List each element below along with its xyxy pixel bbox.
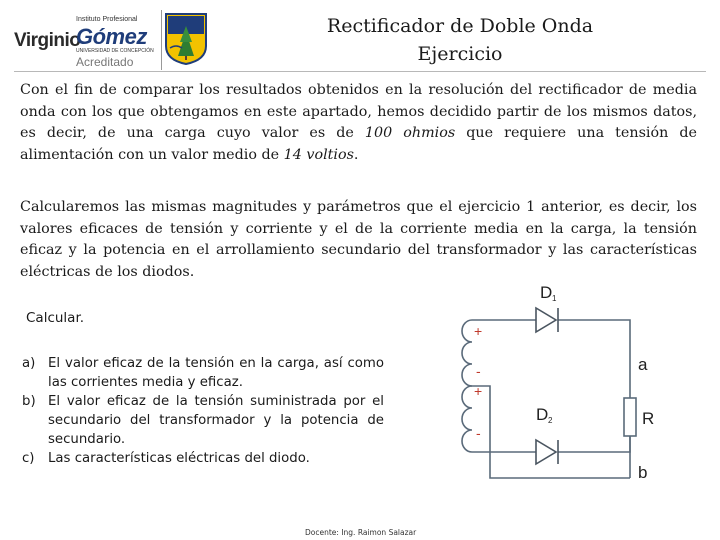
logo-brand-first: Virginio bbox=[14, 30, 81, 51]
task-item-c bbox=[22, 449, 384, 468]
rectifier-circuit-diagram bbox=[448, 278, 688, 488]
task-marker-a: a) bbox=[22, 356, 36, 371]
task-marker-b: b) bbox=[22, 394, 36, 409]
resistor-body bbox=[624, 398, 636, 436]
d2-subscript: 2 bbox=[548, 416, 553, 425]
node-b-label: b bbox=[638, 463, 648, 482]
node-a-label: a bbox=[638, 355, 648, 374]
logo-university-label: UNIVERSIDAD DE CONCEPCIÓN bbox=[76, 48, 154, 54]
diode-d2 bbox=[536, 440, 558, 464]
task-text-c: Las características eléctricas del diodo. bbox=[48, 451, 310, 466]
wire-center-tap bbox=[472, 386, 630, 478]
logo-accredited-label: Acreditado bbox=[76, 55, 134, 69]
logo-divider bbox=[161, 10, 162, 70]
wire-d1-out bbox=[558, 320, 630, 398]
intro-text-1: Con el fin de comparar los resultados obtenidos en la resolución del rectificador de media onda con los que obtengamos en este apartado, hemos decidido partir de los mismos datos, es decir, de una carga cuyo valor es de bbox=[20, 82, 697, 141]
upper-plus-sign: + bbox=[474, 323, 483, 339]
task-marker-c: c) bbox=[22, 451, 35, 466]
task-item-b bbox=[22, 392, 384, 449]
logo-brand-last: Gómez bbox=[76, 24, 147, 49]
footer-author: Docente: Ing. Raimon Salazar bbox=[305, 528, 417, 537]
lower-plus-sign: + bbox=[474, 383, 483, 399]
upper-coil bbox=[462, 320, 472, 386]
title-line-2: Ejercicio bbox=[417, 43, 503, 65]
method-paragraph: Calcularemos las mismas magnitudes y parámetros que el ejercicio 1 anterior, es decir, los valores eficaces de tensión y corriente y el de la corriente media en la carga, la tensión eficaz y la potencia en el arrollamiento secundario del transformador y las características eléctricas de los diodos. bbox=[20, 199, 697, 280]
wire-d2-out bbox=[558, 398, 630, 452]
d1-subscript: 1 bbox=[552, 294, 557, 303]
upper-minus-sign: - bbox=[476, 363, 481, 379]
institution-logo bbox=[14, 10, 210, 70]
calcular-heading: Calcular. bbox=[26, 310, 85, 326]
load-value: 100 ohmios bbox=[364, 125, 456, 141]
intro-paragraph bbox=[20, 80, 697, 166]
task-text-b: El valor eficaz de la tensión suministrada por el secundario del transformador y la potencia de secundario. bbox=[48, 394, 384, 447]
task-text-a: El valor eficaz de la tensión en la carga, así como las corrientes media y eficaz. bbox=[48, 356, 384, 390]
voltage-value: 14 voltios bbox=[283, 146, 354, 163]
slide-title bbox=[300, 12, 620, 68]
intro-text-3: . bbox=[353, 146, 359, 163]
task-item-a bbox=[22, 354, 384, 392]
resistor-label: R bbox=[642, 409, 655, 428]
logo-institute-label: Instituto Profesional bbox=[76, 16, 138, 23]
lower-coil bbox=[462, 386, 472, 452]
title-line-1: Rectificador de Doble Onda bbox=[326, 15, 594, 37]
d1-label: D bbox=[540, 283, 553, 302]
crest-icon bbox=[164, 12, 208, 66]
intro-text-2: que requiere una tensión de alimentación con un valor medio de bbox=[20, 125, 697, 163]
d2-label: D bbox=[536, 405, 549, 424]
diode-d1 bbox=[536, 308, 558, 332]
task-list bbox=[22, 354, 384, 468]
header-rule bbox=[14, 71, 706, 72]
lower-minus-sign: - bbox=[476, 425, 481, 441]
